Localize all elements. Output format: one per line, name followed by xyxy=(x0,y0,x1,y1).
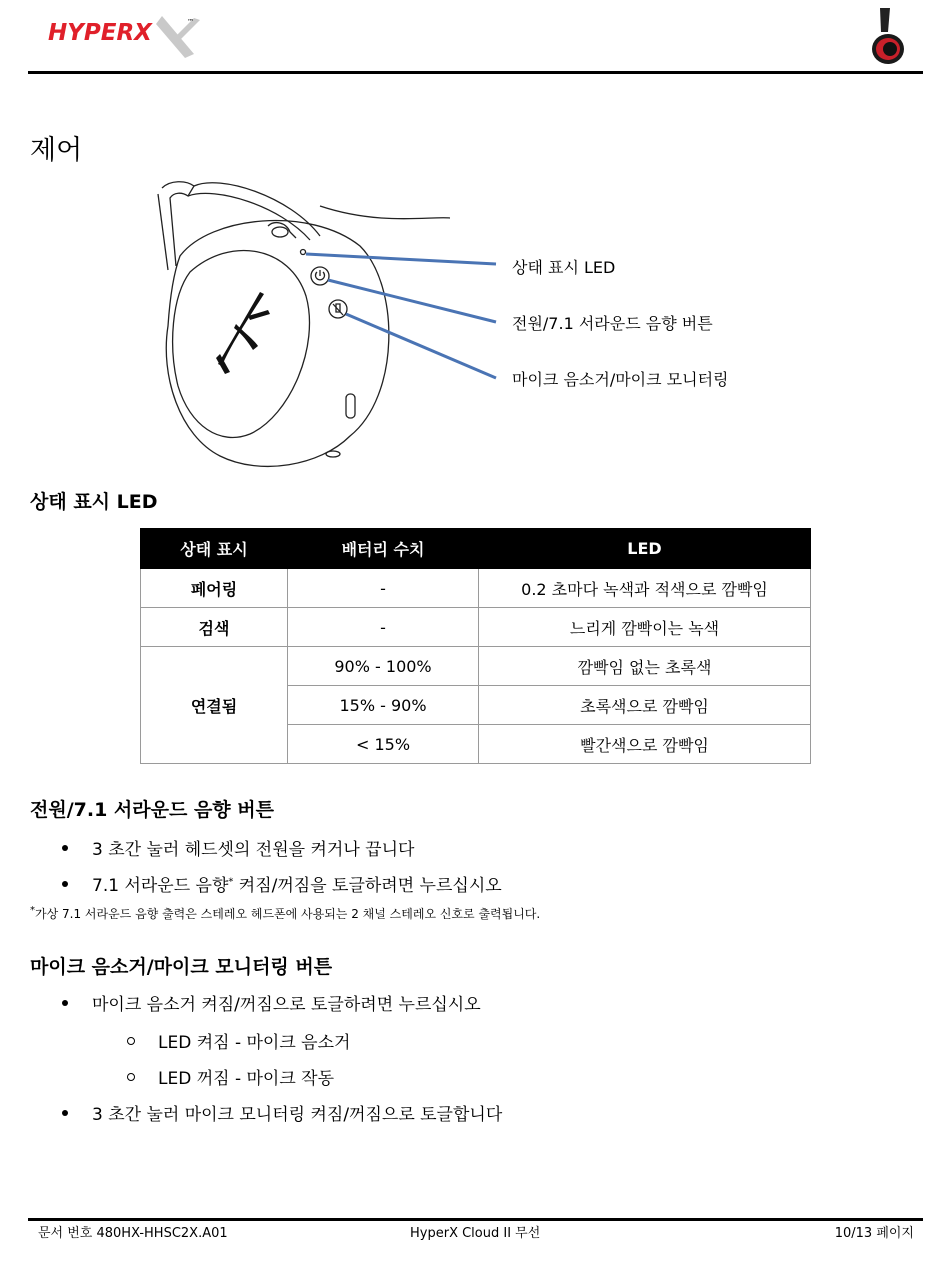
column-header-battery: 배터리 수치 xyxy=(288,529,479,569)
list-item-text: LED 켜짐 - 마이크 음소거 xyxy=(158,1033,351,1053)
svg-text:™: ™ xyxy=(187,18,194,26)
bullet-icon xyxy=(62,881,68,887)
footer-product-name: HyperX Cloud II 무선 xyxy=(410,1226,541,1241)
state-cell: 연결됨 xyxy=(141,647,288,764)
bullet-icon xyxy=(62,1110,68,1116)
table-row xyxy=(141,647,811,686)
state-cell: 페어링 xyxy=(141,569,288,608)
headset-thumbnail-icon xyxy=(866,4,910,66)
table-header-row xyxy=(141,529,811,569)
list-item-text: 3 초간 눌러 헤드셋의 전원을 켜거나 끕니다 xyxy=(92,840,415,860)
battery-cell: 90% - 100% xyxy=(288,647,479,686)
led-cell: 0.2 초마다 녹색과 적색으로 깜빡임 xyxy=(479,569,811,608)
list-item xyxy=(62,835,414,860)
power-button-section-title: 전원/7.1 서라운드 음향 버튼 xyxy=(30,799,274,821)
column-header-state: 상태 표시 xyxy=(141,529,288,569)
bullet-icon xyxy=(62,1000,68,1006)
led-cell: 깜빡임 없는 초록색 xyxy=(479,647,811,686)
footer-divider xyxy=(28,1218,923,1221)
hyperx-logo xyxy=(44,10,204,66)
list-item-text: 3 초간 눌러 마이크 모니터링 켜짐/꺼짐으로 토글합니다 xyxy=(92,1105,503,1125)
sub-bullet-icon xyxy=(127,1073,135,1081)
list-item-text: 마이크 음소거 켜짐/꺼짐으로 토글하려면 누르십시오 xyxy=(92,995,481,1015)
table-row xyxy=(141,569,811,608)
sub-list-item xyxy=(127,1064,334,1089)
footer-page-number: 10/13 페이지 xyxy=(834,1226,914,1241)
status-led-table xyxy=(140,528,811,764)
callout-mic-button-label: 마이크 음소거/마이크 모니터링 xyxy=(512,370,729,389)
header-divider xyxy=(28,71,923,74)
sub-bullet-icon xyxy=(127,1037,135,1045)
battery-cell: 15% - 90% xyxy=(288,686,479,725)
sub-list-item xyxy=(127,1028,350,1053)
headset-controls-diagram xyxy=(150,176,510,476)
logo-text: HYPERX xyxy=(48,20,152,46)
led-cell: 느리게 깜빡이는 녹색 xyxy=(479,608,811,647)
battery-cell: < 15% xyxy=(288,725,479,764)
state-cell: 검색 xyxy=(141,608,288,647)
list-item xyxy=(62,871,502,896)
list-item-text: 7.1 서라운드 음향* 켜짐/꺼짐을 토글하려면 누르십시오 xyxy=(92,876,502,896)
footer-document-number: 문서 번호 480HX-HHSC2X.A01 xyxy=(38,1226,228,1241)
led-cell: 빨간색으로 깜빡임 xyxy=(479,725,811,764)
battery-cell: - xyxy=(288,569,479,608)
column-header-led: LED xyxy=(479,529,811,569)
callout-power-button-label: 전원/7.1 서라운드 음향 버튼 xyxy=(512,314,713,333)
page-title: 제어 xyxy=(30,135,83,166)
list-item xyxy=(62,1100,502,1125)
status-led-section-title: 상태 표시 LED xyxy=(30,491,158,513)
mic-button-section-title: 마이크 음소거/마이크 모니터링 버튼 xyxy=(30,956,333,978)
led-cell: 초록색으로 깜빡임 xyxy=(479,686,811,725)
list-item xyxy=(62,990,481,1015)
list-item-text: LED 꺼짐 - 마이크 작동 xyxy=(158,1069,335,1089)
table-row xyxy=(141,608,811,647)
bullet-icon xyxy=(62,845,68,851)
footnote: *가상 7.1 서라운드 음향 출력은 스테레오 헤드폰에 사용되는 2 채널 스테레오 신호로 출력됩니다. xyxy=(30,905,541,921)
callout-status-led-label: 상태 표시 LED xyxy=(512,258,616,277)
battery-cell: - xyxy=(288,608,479,647)
